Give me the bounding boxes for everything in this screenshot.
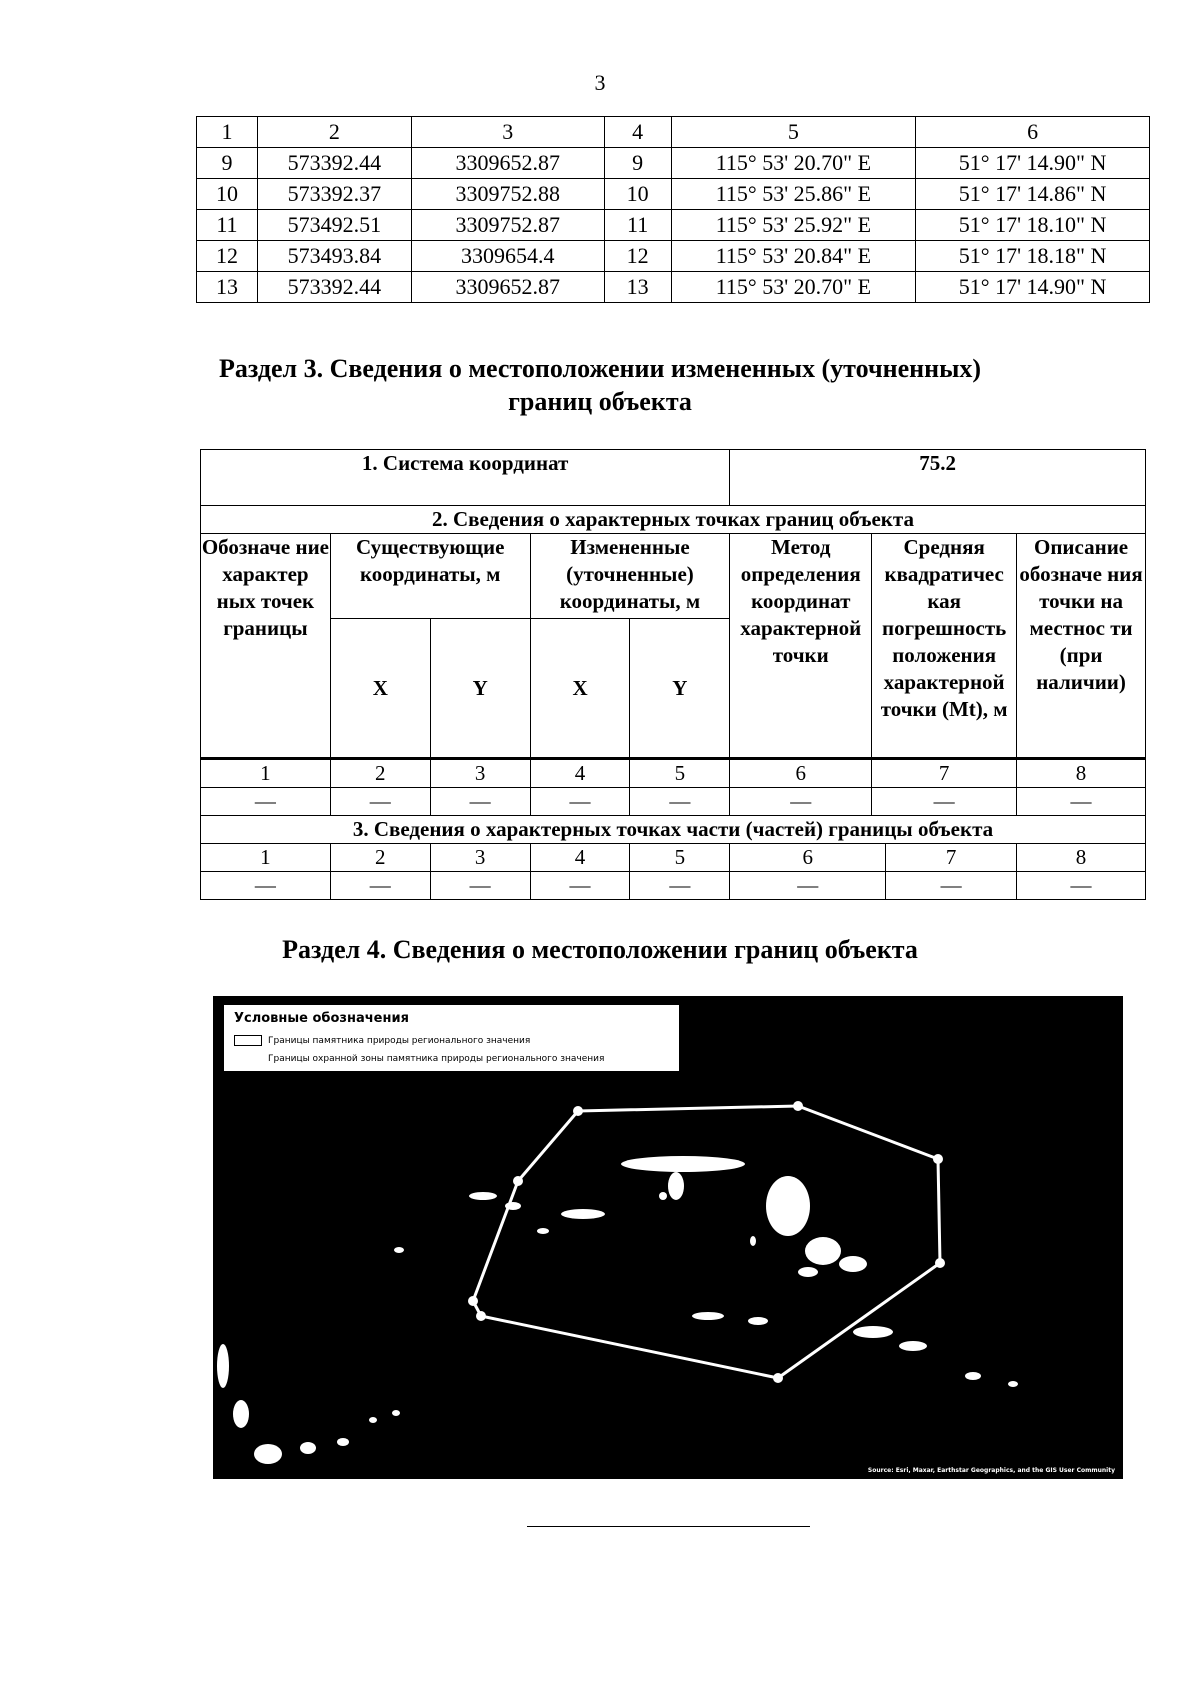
- table-cell: 573492.51: [257, 210, 411, 241]
- table-cell: —: [530, 872, 630, 900]
- table-cell: 3309752.88: [411, 179, 604, 210]
- table-cell: 115° 53' 20.70" E: [671, 272, 916, 303]
- col-existing-x: X: [330, 619, 430, 759]
- table-cell: —: [430, 788, 530, 816]
- table-cell: —: [330, 788, 430, 816]
- table-cell: 573392.44: [257, 148, 411, 179]
- changed-boundaries-table: [200, 449, 1146, 900]
- table-cell: 1: [197, 117, 258, 148]
- col-designation: Обозначе ние характер ных точек границы: [201, 534, 331, 759]
- table-row: [201, 872, 1146, 900]
- closing-divider: [527, 1526, 810, 1527]
- table-cell: 51° 17' 14.90" N: [916, 272, 1150, 303]
- table-cell: 8: [1017, 844, 1146, 872]
- table-cell: —: [872, 788, 1017, 816]
- table-cell: 10: [604, 179, 671, 210]
- table-cell: 115° 53' 20.84" E: [671, 241, 916, 272]
- table-cell: 5: [630, 844, 730, 872]
- table-cell: 2: [330, 759, 430, 788]
- table-cell: 2: [257, 117, 411, 148]
- table-cell: 573493.84: [257, 241, 411, 272]
- table-cell: 4: [604, 117, 671, 148]
- terrain-highlights: [217, 1156, 1018, 1464]
- table-cell: 6: [730, 844, 886, 872]
- legend-swatch-icon: [234, 1053, 262, 1064]
- table-cell: —: [201, 788, 331, 816]
- table-row: [197, 148, 1150, 179]
- legend-item-label: Границы охранной зоны памятника природы регионального значения: [268, 1054, 605, 1064]
- table-cell: —: [201, 872, 331, 900]
- table-cell: 5: [630, 759, 730, 788]
- table-row: [197, 241, 1150, 272]
- col-existing-coordinates: Существующие координаты, м: [330, 534, 530, 619]
- legend-item-protection-zone: [234, 1053, 604, 1064]
- table-cell: —: [886, 872, 1017, 900]
- section-3-heading-line-2: границ объекта: [508, 387, 692, 416]
- table-cell: 51° 17' 18.18" N: [916, 241, 1150, 272]
- col-mean-error: Средняя квадратичес кая погрешность положения характерной точки (Mt), м: [872, 534, 1017, 759]
- table-cell: 6: [730, 759, 872, 788]
- table-cell: 13: [604, 272, 671, 303]
- table-cell: 115° 53' 25.92" E: [671, 210, 916, 241]
- map-legend: [223, 1004, 680, 1072]
- col-changed-coordinates: Измененные (уточненные) координаты, м: [530, 534, 730, 619]
- table-cell: —: [730, 872, 886, 900]
- column-number-row: [201, 759, 1146, 788]
- table-cell: 51° 17' 14.90" N: [916, 148, 1150, 179]
- section-3-heading-line-1: Раздел 3. Сведения о местоположении измененных (уточненных): [218, 354, 982, 383]
- column-header-row: [201, 534, 1146, 619]
- table-cell: 1: [201, 844, 331, 872]
- coordinate-system-value: 75.2: [730, 450, 1146, 506]
- table-cell: 11: [604, 210, 671, 241]
- coordinates-table: [196, 116, 1150, 303]
- table-row: [197, 210, 1150, 241]
- coordinate-system-row: [201, 450, 1146, 506]
- map-attribution: Source: Esri, Maxar, Earthstar Geographics, and the GIS User Community: [867, 1467, 1115, 1474]
- page-number: 3: [594, 70, 606, 95]
- table-cell: 573392.37: [257, 179, 411, 210]
- table-cell: 8: [1017, 759, 1146, 788]
- table-cell: —: [630, 788, 730, 816]
- table-cell: 12: [604, 241, 671, 272]
- table-row: [197, 272, 1150, 303]
- boundary-map: [213, 996, 1123, 1479]
- table-cell: 1: [201, 759, 331, 788]
- table-cell: 6: [916, 117, 1150, 148]
- parts-column-number-row: [201, 844, 1146, 872]
- table-cell: 9: [197, 148, 258, 179]
- legend-item-monument-boundary: [234, 1035, 530, 1046]
- table-cell: 115° 53' 25.86" E: [671, 179, 916, 210]
- table-cell: 3: [411, 117, 604, 148]
- col-point-description: Описание обозначе ния точки на местнос ти (при наличии): [1017, 534, 1146, 759]
- parts-heading: 3. Сведения о характерных точках части (частей) границы объекта: [201, 816, 1146, 844]
- table-cell: 11: [197, 210, 258, 241]
- table-cell: 3309654.4: [411, 241, 604, 272]
- table-cell: —: [330, 872, 430, 900]
- table-cell: 2: [330, 844, 430, 872]
- table-cell: 7: [872, 759, 1017, 788]
- col-changed-x: X: [530, 619, 630, 759]
- table-cell: —: [430, 872, 530, 900]
- table-cell: 3: [430, 759, 530, 788]
- table-row: [197, 179, 1150, 210]
- table-cell: 51° 17' 14.86" N: [916, 179, 1150, 210]
- table-cell: 573392.44: [257, 272, 411, 303]
- section-4-heading: Раздел 4. Сведения о местоположении границ объекта: [282, 935, 918, 964]
- table-cell: 4: [530, 759, 630, 788]
- table-cell: 10: [197, 179, 258, 210]
- table-cell: 3309652.87: [411, 148, 604, 179]
- table-cell: 5: [671, 117, 916, 148]
- table-cell: 4: [530, 844, 630, 872]
- table-cell: 115° 53' 20.70" E: [671, 148, 916, 179]
- table-cell: 13: [197, 272, 258, 303]
- col-changed-y: Y: [630, 619, 730, 759]
- table-cell: 12: [197, 241, 258, 272]
- table-cell: 9: [604, 148, 671, 179]
- col-existing-y: Y: [430, 619, 530, 759]
- table-cell: —: [630, 872, 730, 900]
- boundary-vertices: [468, 1101, 945, 1383]
- table-cell: 3309652.87: [411, 272, 604, 303]
- coordinate-system-label: 1. Система координат: [201, 450, 730, 506]
- table-cell: 51° 17' 18.10" N: [916, 210, 1150, 241]
- col-method: Метод определения координат характерной точки: [730, 534, 872, 759]
- table-cell: —: [730, 788, 872, 816]
- table-cell: 3: [430, 844, 530, 872]
- table-cell: —: [1017, 872, 1146, 900]
- points-heading-row: [201, 506, 1146, 534]
- table-cell: —: [530, 788, 630, 816]
- table-cell: 7: [886, 844, 1017, 872]
- points-heading: 2. Сведения о характерных точках границ объекта: [201, 506, 1146, 534]
- legend-title: Условные обозначения: [234, 1011, 409, 1026]
- legend-swatch-icon: [234, 1035, 262, 1046]
- table-cell: —: [1017, 788, 1146, 816]
- parts-heading-row: [201, 816, 1146, 844]
- legend-item-label: Границы памятника природы регионального значения: [268, 1036, 531, 1046]
- table-cell: 3309752.87: [411, 210, 604, 241]
- table-row: [201, 788, 1146, 816]
- table-header-row: [197, 117, 1150, 148]
